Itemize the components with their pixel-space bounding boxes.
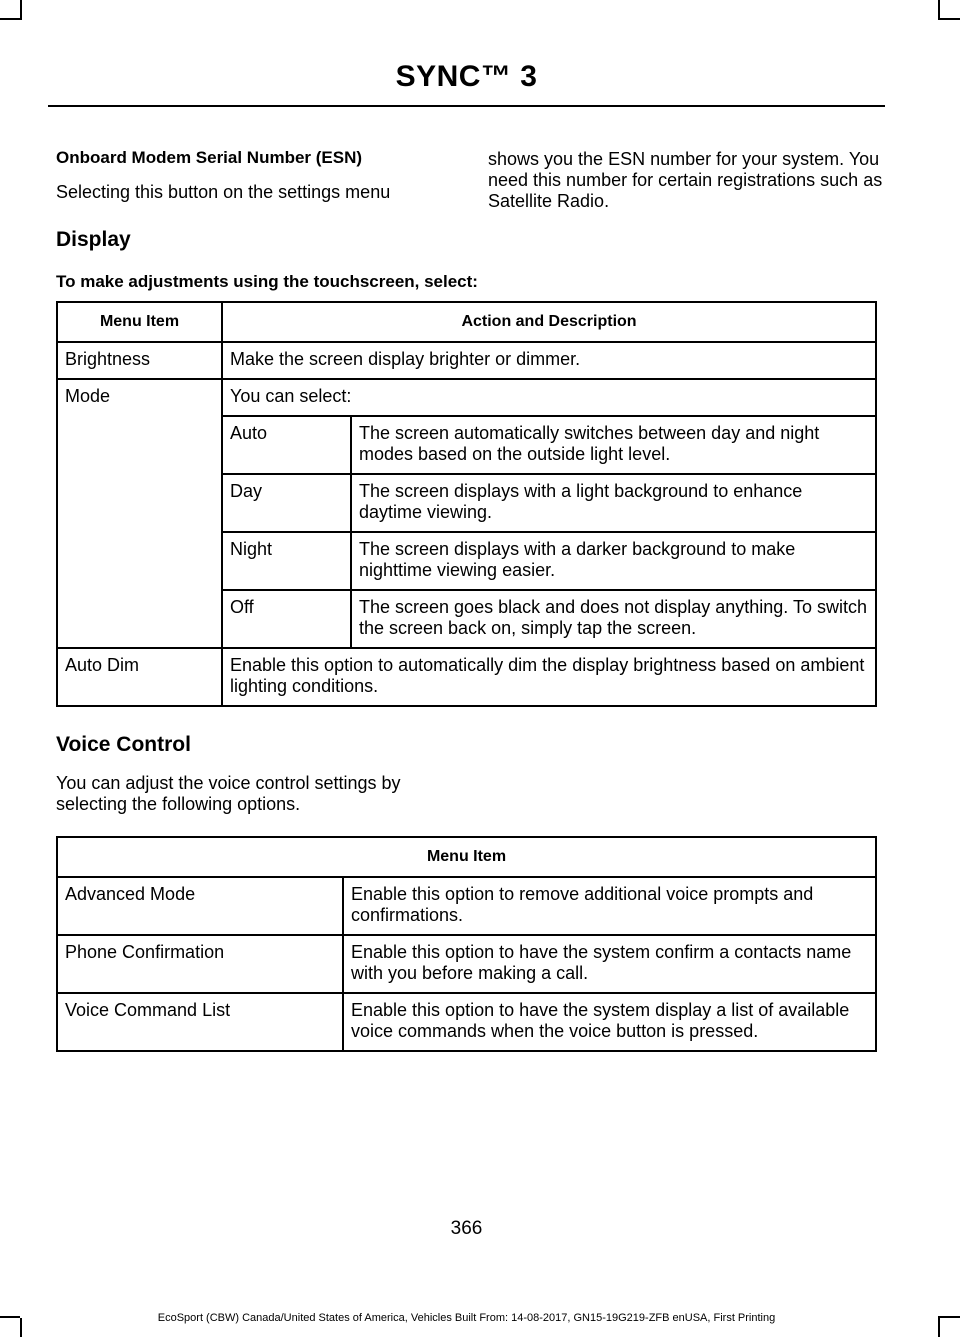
mode-option-off-description: The screen goes black and does not display anything. To switch the screen back on, simply tap the screen. [351, 590, 876, 648]
display-settings-table [56, 301, 877, 707]
crop-mark-bottom-right [938, 1318, 940, 1337]
mode-option-auto: Auto [222, 416, 351, 474]
esn-section-left [56, 146, 454, 203]
table-header-row [57, 837, 876, 877]
menu-item-mode: Mode [57, 379, 222, 648]
esn-text-left: Selecting this button on the settings menu [56, 182, 391, 202]
column-header-menu-item: Menu Item [57, 837, 876, 877]
mode-option-auto-description: The screen automatically switches between day and night modes based on the outside light level. [351, 416, 876, 474]
header-divider [48, 105, 885, 107]
auto-dim-description: Enable this option to automatically dim the display brightness based on ambient lighting conditions. [222, 648, 876, 706]
column-header-menu-item: Menu Item [57, 302, 222, 342]
crop-mark-top-right [938, 18, 960, 20]
phone-confirmation-description: Enable this option to have the system confirm a contacts name with you before making a call. [343, 935, 876, 993]
table-row [57, 993, 876, 1051]
table-row [57, 877, 876, 935]
mode-option-night: Night [222, 532, 351, 590]
voice-control-intro: You can adjust the voice control settings by selecting the following options. [56, 773, 401, 814]
esn-section-right [488, 146, 886, 212]
crop-mark-top-right [938, 0, 940, 20]
voice-control-heading: Voice Control [56, 733, 191, 756]
display-lead: To make adjustments using the touchscreen, select: [56, 272, 478, 291]
menu-item-brightness: Brightness [57, 342, 222, 379]
menu-item-auto-dim: Auto Dim [57, 648, 222, 706]
crop-mark-bottom-right [938, 1316, 960, 1318]
esn-text-right: shows you the ESN number for your system. You need this number for certain registrations such as Satellite Radio. [488, 149, 883, 211]
menu-item-voice-command-list: Voice Command List [57, 993, 343, 1051]
page-header-title: SYNC™ 3 [395, 60, 538, 93]
table-header-row [57, 302, 876, 342]
mode-description: You can select: [222, 379, 876, 416]
menu-item-advanced-mode: Advanced Mode [57, 877, 343, 935]
mode-option-day-description: The screen displays with a light background to enhance daytime viewing. [351, 474, 876, 532]
page-number: 366 [450, 1218, 483, 1239]
table-row-mode [57, 379, 876, 416]
footer-text: EcoSport (CBW) Canada/United States of America, Vehicles Built From: 14-08-2017, GN15-19G219-ZFB enUSA, First Printing [157, 1312, 776, 1324]
advanced-mode-description: Enable this option to remove additional voice prompts and confirmations. [343, 877, 876, 935]
column-header-action: Action and Description [222, 302, 876, 342]
crop-mark-top-left [20, 0, 22, 20]
voice-command-list-description: Enable this option to have the system display a list of available voice commands when the voice button is pressed. [343, 993, 876, 1051]
menu-item-phone-confirmation: Phone Confirmation [57, 935, 343, 993]
table-row [57, 935, 876, 993]
table-row-auto-dim [57, 648, 876, 706]
display-heading: Display [56, 228, 131, 251]
mode-option-day: Day [222, 474, 351, 532]
brightness-description: Make the screen display brighter or dimmer. [222, 342, 876, 379]
voice-settings-table [56, 836, 877, 1052]
mode-option-night-description: The screen displays with a darker background to make nighttime viewing easier. [351, 532, 876, 590]
mode-option-off: Off [222, 590, 351, 648]
table-row-brightness [57, 342, 876, 379]
esn-heading: Onboard Modem Serial Number (ESN) [56, 148, 363, 167]
crop-mark-top-left [0, 18, 20, 20]
